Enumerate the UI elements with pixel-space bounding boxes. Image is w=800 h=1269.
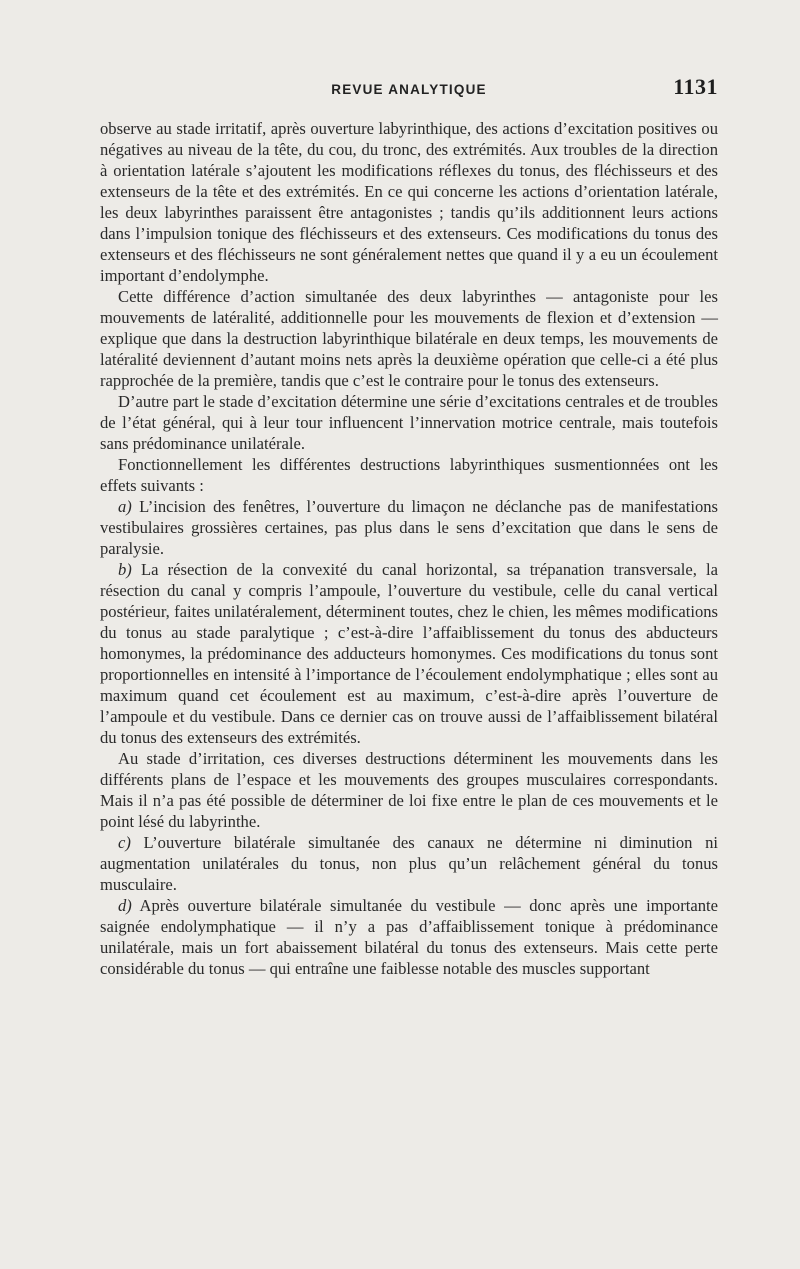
item-text: La résection de la convexité du canal horizontal, sa trépanation transversale, la résection du canal y compris l’ampoule, l’ouverture du vestibule, celle du canal vertical postérieur, faites unilatéralement, déterminent toutes, chez le chien, les mêmes modifications du tonus au stade paralytique ; c’est-à-dire l’affaiblissement du tonus des abducteurs homonymes, la prédominance des adducteurs homonymes. Ces modifications du tonus sont proportionnelles en intensité à l’importance de l’écoulement endolymphatique ; elles sont au maximum quand cet écoulement est au maximum, c’est-à-dire après l’ouverture de l’ampoule et du vestibule. Dans ce dernier cas on trouve aussi de l’affaiblissement bilatéral du tonus des extenseurs des extrémités. <box>100 560 718 747</box>
paragraph-text: Fonctionnellement les différentes destructions labyrinthiques susmentionnées ont les effets suivants : <box>100 455 718 495</box>
item-d <box>100 895 718 979</box>
paragraph-text: D’autre part le stade d’excitation détermine une série d’excitations centrales et de troubles de l’état général, qui à leur tour influencent l’innervation motrice centrale, mais toutefois sans prédominance unilatérale. <box>100 392 718 453</box>
article-body <box>100 118 718 979</box>
paragraph-text: Cette différence d’action simultanée des deux labyrinthes — antagoniste pour les mouvements de latéralité, additionnelle pour les mouvements de flexion et d’extension — explique que dans la destruction labyrinthique bilatérale en deux temps, les mouvements de latéralité deviennent d’autant moins nets après la deuxième opération que celle-ci a été plus rapprochée de la première, tandis que c’est le contraire pour le tonus des extenseurs. <box>100 287 718 390</box>
paragraph-1 <box>100 118 718 286</box>
paragraph-2 <box>100 286 718 391</box>
running-title: REVUE ANALYTIQUE <box>331 82 487 97</box>
item-letter: d) <box>118 896 132 915</box>
paragraph-text: observe au stade irritatif, après ouverture labyrinthique, des actions d’excitation positives ou négatives au niveau de la tête, du cou, du tronc, des extrémités. Aux troubles de la direction à orientation latérale s’ajoutent les modifications réflexes du tonus, des fléchisseurs et des extenseurs de la tête et des extrémités. En ce qui concerne les actions d’orientation latérale, les deux labyrinthes paraissent être antagonistes ; tandis qu’ils additionnent leurs actions dans l’impulsion tonique des fléchisseurs et des extenseurs. Ces modifications du tonus des extenseurs et des fléchisseurs ne sont généralement nettes que quand il y a eu un écoulement important d’endolymphe. <box>100 119 718 285</box>
page-number: 1131 <box>673 74 718 99</box>
page-header <box>100 74 718 106</box>
item-letter: c) <box>118 833 131 852</box>
paragraph-3 <box>100 391 718 454</box>
item-text: Après ouverture bilatérale simultanée du vestibule — donc après une importante saignée endolymphatique — il n’y a pas d’affaiblissement tonique à prédominance unilatérale, mais un fort abaissement bilatéral du tonus des extenseurs. Mais cette perte considérable du tonus — qui entraîne une faiblesse notable des muscles supportant <box>100 896 718 978</box>
paragraph-text: Au stade d’irritation, ces diverses destructions déterminent les mouvements dans les différents plans de l’espace et les mouvements des groupes musculaires correspondants. Mais il n’a pas été possible de déterminer de loi fixe entre le plan de ces mouvements et le point lésé du labyrinthe. <box>100 749 718 831</box>
paragraph-irritation <box>100 748 718 832</box>
item-c <box>100 832 718 895</box>
item-text: L’incision des fenêtres, l’ouverture du limaçon ne déclanche pas de manifestations vestibulaires grossières certaines, pas plus dans le sens d’excitation que dans le sens de paralysie. <box>100 497 718 558</box>
item-text: L’ouverture bilatérale simultanée des canaux ne détermine ni diminution ni augmentation unilatérales du tonus, non plus qu’un relâchement général du tonus musculaire. <box>100 833 718 894</box>
item-letter: a) <box>118 497 132 516</box>
item-letter: b) <box>118 560 132 579</box>
item-b <box>100 559 718 748</box>
item-a <box>100 496 718 559</box>
paragraph-4 <box>100 454 718 496</box>
